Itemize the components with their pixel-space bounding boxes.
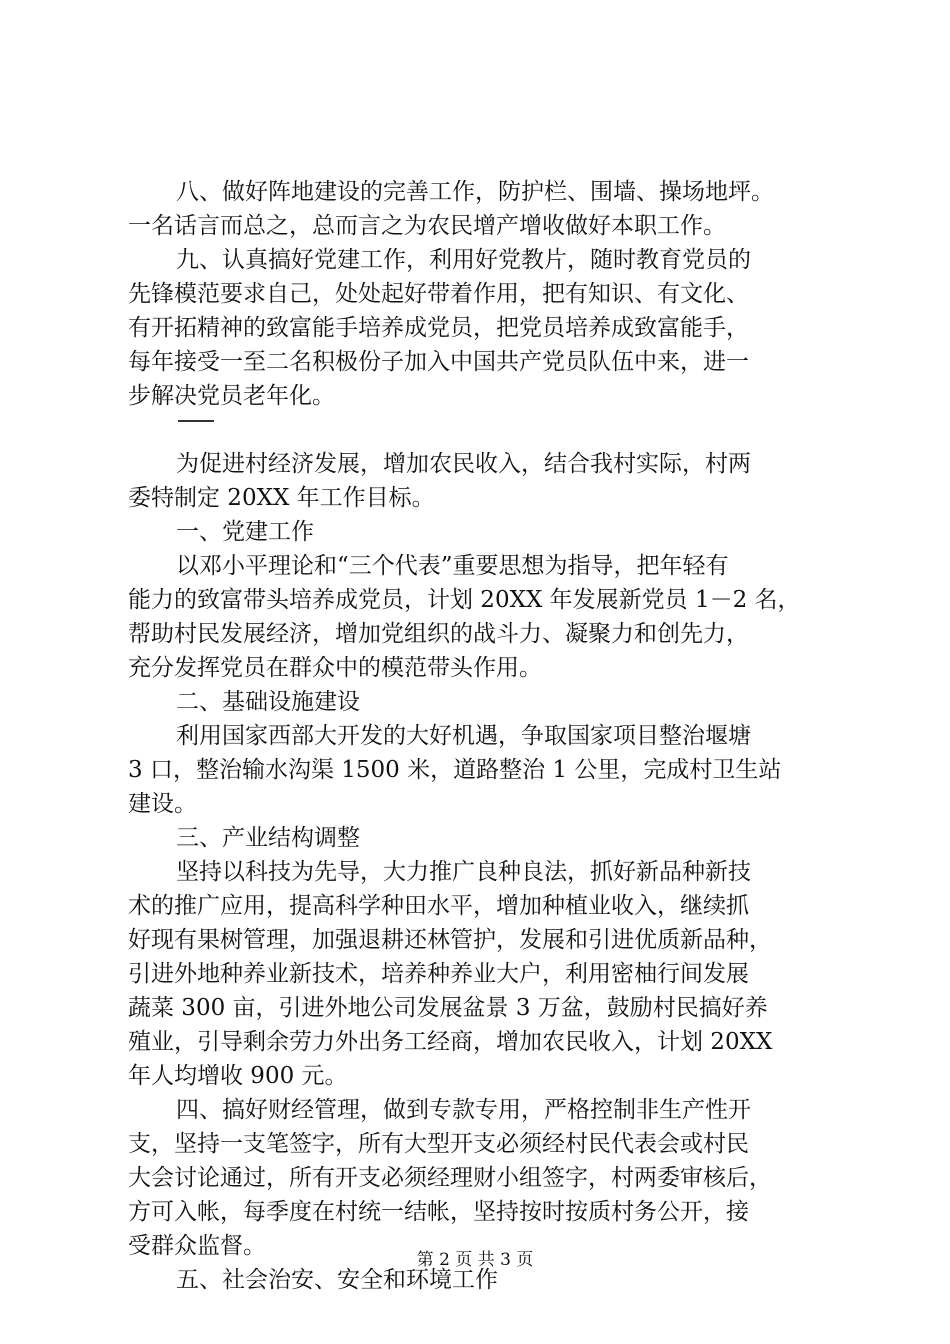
paragraph-line: 为促进村经济发展，增加农民收入，结合我村实际，村两 (176, 451, 751, 477)
paragraph-line: 一名话言而总之，总而言之为农民增产增收做好本职工作。 (128, 213, 726, 239)
document-body (128, 175, 848, 1297)
paragraph-line: 先锋模范要求自己，处处起好带着作用，把有知识、有文化、 (128, 281, 749, 307)
paragraph-line: 充分发挥党员在群众中的模范带头作用。 (128, 655, 542, 681)
paragraph-line: 能力的致富带头培养成党员，计划 20XX 年发展新党员 1－2 名， (128, 587, 801, 613)
paragraph-line: 术的推广应用，提高科学种田水平，增加种植业收入，继续抓 (128, 893, 749, 919)
paragraph-line: 以邓小平理论和“三个代表”重要思想为指导，把年轻有 (176, 553, 729, 579)
paragraph-line: 好现有果树管理，加强退耕还林管护，发展和引进优质新品种， (128, 927, 772, 953)
paragraph-line: 年人均增收 900 元。 (128, 1063, 348, 1089)
page-number-footer: 第 2 页 共 3 页 (416, 1250, 534, 1270)
paragraph-line: 有开拓精神的致富能手培养成党员，把党员培养成致富能手， (128, 315, 749, 341)
paragraph-line: 3 口，整治输水沟渠 1500 米，道路整治 1 公里，完成村卫生站 (128, 757, 782, 783)
paragraph-line: 步解决党员老年化。 (128, 383, 335, 409)
paragraph-line: 九、认真搞好党建工作，利用好党教片，随时教育党员的 (176, 247, 751, 273)
paragraph-line: 大会讨论通过，所有开支必须经理财小组签字，村两委审核后， (128, 1165, 772, 1191)
paragraph-line: 殖业，引导剩余劳力外出务工经商，增加农民收入，计划 20XX (128, 1029, 773, 1055)
section-heading: 二、基础设施建设 (176, 689, 360, 715)
section-heading: 五、社会治安、安全和环境工作 (176, 1267, 498, 1293)
paragraph-line: 八、做好阵地建设的完善工作，防护栏、围墙、操场地坪。 (176, 179, 774, 205)
paragraph-line: 委特制定 20XX 年工作目标。 (128, 485, 435, 511)
paragraph-line: 受群众监督。 (128, 1233, 266, 1259)
paragraph-line: 方可入帐，每季度在村统一结帐，坚持按时按质村务公开，接 (128, 1199, 749, 1225)
section-heading: 三、产业结构调整 (176, 825, 360, 851)
paragraph-line: 四、搞好财经管理，做到专款专用，严格控制非生产性开 (176, 1097, 751, 1123)
paragraph-line: 建设。 (128, 791, 197, 817)
paragraph-line: 每年接受一至二名积极份子加入中国共产党员队伍中来，进一 (128, 349, 749, 375)
paragraph-line: 蔬菜 300 亩，引进外地公司发展盆景 3 万盆，鼓励村民搞好养 (128, 995, 768, 1021)
paragraph-line: 支，坚持一支笔签字，所有大型开支必须经村民代表会或村民 (128, 1131, 749, 1157)
paragraph-line: 引进外地种养业新技术，培养种养业大户，利用密柚行间发展 (128, 961, 749, 987)
paragraph-line: 坚持以科技为先导，大力推广良种良法，抓好新品种新技 (176, 859, 751, 885)
paragraph-line: 利用国家西部大开发的大好机遇，争取国家项目整治堰塘 (176, 723, 751, 749)
section-separator (128, 413, 848, 447)
separator-dash (178, 420, 214, 422)
section-heading: 一、党建工作 (176, 519, 314, 545)
paragraph-line: 帮助村民发展经济，增加党组织的战斗力、凝聚力和创先力， (128, 621, 749, 647)
